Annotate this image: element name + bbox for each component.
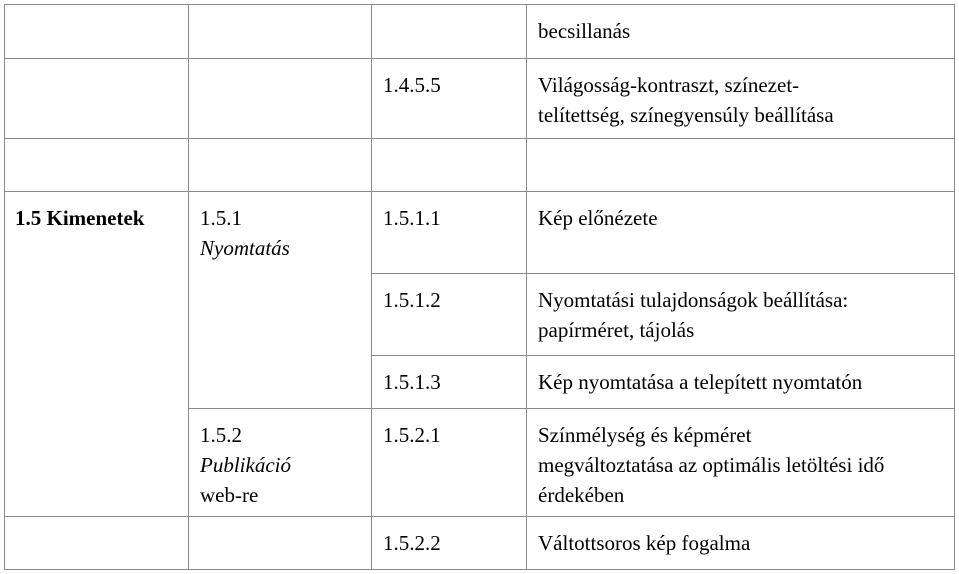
description-line: érdekében <box>538 483 625 507</box>
topic-description: becsillanás <box>538 19 631 43</box>
section-block <box>200 420 291 510</box>
section-name-suffix: web-re <box>200 483 259 507</box>
section-code: 1.5.2 <box>200 423 242 447</box>
table-border <box>4 4 5 570</box>
topic-code: 1.5.2.2 <box>383 531 441 555</box>
table-border <box>188 4 189 570</box>
table-border <box>371 4 372 570</box>
topic-code: 1.5.1.1 <box>383 206 441 230</box>
topic-code: 1.5.1.2 <box>383 288 441 312</box>
description-line: telítettség, színegyensúly beállítása <box>538 103 834 127</box>
description-line: Nyomtatási tulajdonságok beállítása: <box>538 288 849 312</box>
topic-description <box>538 70 948 130</box>
table-border <box>4 138 955 139</box>
topic-code: 1.5.2.1 <box>383 423 441 447</box>
description-line: papírméret, tájolás <box>538 318 695 342</box>
topic-description: Kép előnézete <box>538 206 658 230</box>
table-border <box>526 4 527 570</box>
section-block <box>200 203 290 263</box>
topic-description <box>538 285 948 345</box>
description-line: Világosság-kontraszt, színezet- <box>538 73 800 97</box>
description-line: Színmélység és képméret <box>538 423 752 447</box>
table-border <box>371 355 955 356</box>
table-border <box>4 569 955 570</box>
section-code: 1.5.1 <box>200 206 242 230</box>
table-border <box>4 58 955 59</box>
topic-description <box>538 420 950 510</box>
topic-description: Kép nyomtatása a telepített nyomtatón <box>538 370 863 394</box>
section-name: Publikáció <box>200 453 291 477</box>
module-title: 1.5 Kimenetek <box>15 206 145 230</box>
table-border <box>4 4 955 5</box>
description-line: megváltoztatása az optimális letöltési idő <box>538 453 885 477</box>
section-name: Nyomtatás <box>200 236 290 260</box>
topic-code: 1.4.5.5 <box>383 73 441 97</box>
table-border <box>188 408 955 409</box>
table-border <box>371 273 955 274</box>
table-border <box>4 191 955 192</box>
table-border <box>954 4 955 570</box>
topic-description: Váltottsoros kép fogalma <box>538 531 751 555</box>
table-border <box>4 516 955 517</box>
topic-code: 1.5.1.3 <box>383 370 441 394</box>
